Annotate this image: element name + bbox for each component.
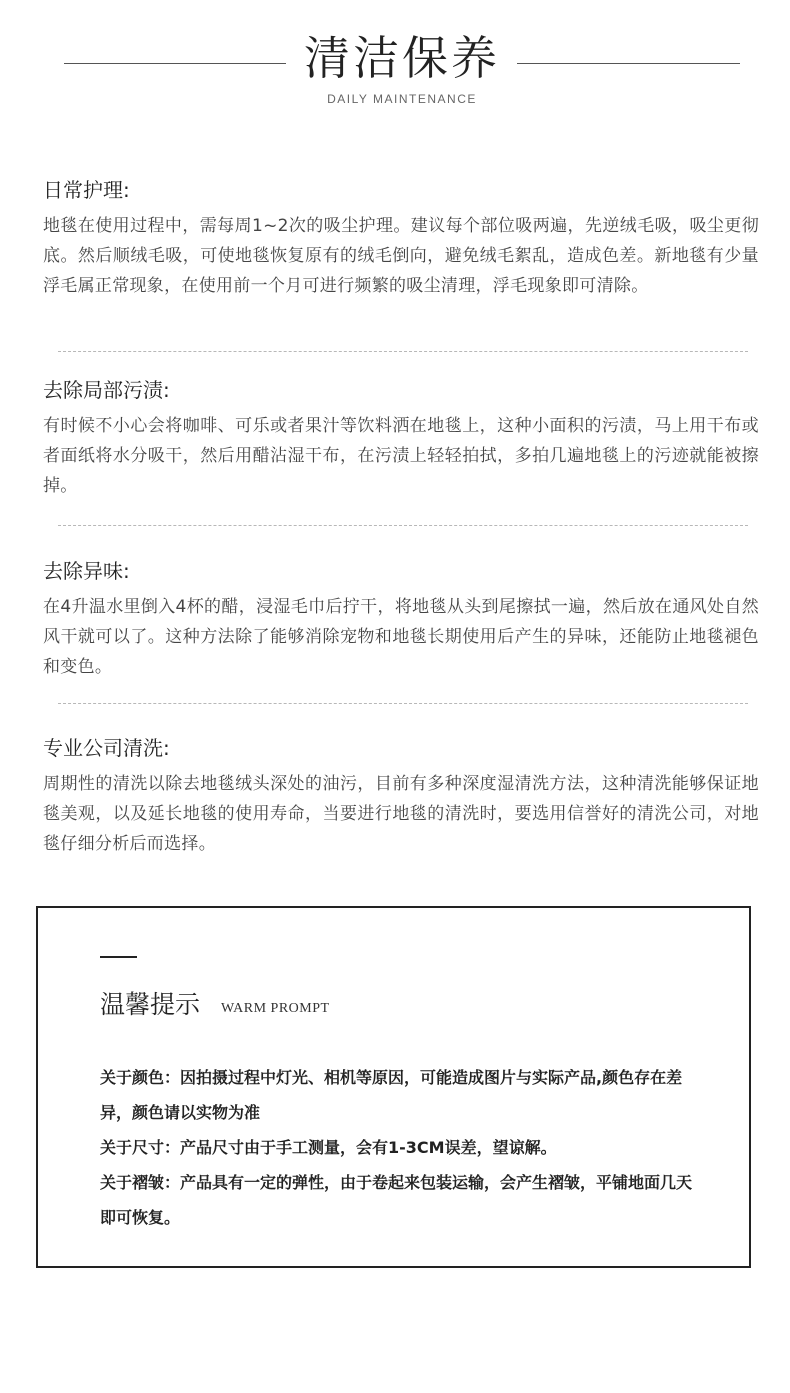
note-size: 关于尺寸：产品尺寸由于手工测量，会有1-3CM误差，望谅解。 [100,1138,557,1157]
section-divider [58,525,748,526]
page-header [0,0,790,120]
section-body: 地毯在使用过程中，需每周1~2次的吸尘护理。建议每个部位吸两遍，先逆绒毛吸，吸尘更彻底。然后顺绒毛吸，可使地毯恢复原有的绒毛倒向，避免绒毛絮乱，造成色差。新地毯有少量浮毛属正常现象，在使用前一个月可进行频繁的吸尘清理，浮毛现象即可清除。 [43,216,759,296]
section-divider [58,351,748,352]
prompt-accent-line [100,956,137,958]
section-body: 有时候不小心会将咖啡、可乐或者果汁等饮料洒在地毯上，这种小面积的污渍，马上用干布或者面纸将水分吸干，然后用醋沾湿干布，在污渍上轻轻拍拭，多拍几遍地毯上的污迹就能被擦掉。 [43,416,759,496]
prompt-title: 温馨提示 [100,990,201,1019]
section-divider [58,703,748,704]
section-odor-removal [43,558,759,682]
section-heading: 去除局部污渍: [43,378,170,402]
prompt-subtitle: WARM PROMPT [221,1001,330,1016]
title-rule-left [64,63,286,64]
section-heading: 专业公司清洗: [43,736,170,760]
section-daily-care [43,177,759,301]
section-heading: 去除异味: [43,559,130,583]
warm-prompt-box [36,906,751,1268]
prompt-notes [100,1060,700,1235]
section-stain-removal [43,377,759,501]
page-subtitle: DAILY MAINTENANCE [327,92,477,106]
section-professional-cleaning [43,735,759,859]
section-body: 在4升温水里倒入4杯的醋，浸湿毛巾后拧干，将地毯从头到尾擦拭一遍，然后放在通风处自然风干就可以了。这种方法除了能够消除宠物和地毯长期使用后产生的异味，还能防止地毯褪色和变色。 [43,597,759,677]
title-rule-right [517,63,740,64]
section-body: 周期性的清洗以除去地毯绒头深处的油污，目前有多种深度湿清洗方法，这种清洗能够保证地毯美观，以及延长地毯的使用寿命，当要进行地毯的清洗时，要选用信誉好的清洗公司，对地毯仔细分析后而选择。 [43,774,759,854]
section-heading: 日常护理: [43,178,130,202]
note-color: 关于颜色：因拍摄过程中灯光、相机等原因，可能造成图片与实际产品,颜色存在差异，颜色请以实物为准 [100,1068,683,1122]
note-wrinkles: 关于褶皱：产品具有一定的弹性，由于卷起来包装运输，会产生褶皱，平铺地面几天即可恢复。 [100,1173,693,1227]
page-title: 清洁保养 [304,31,500,85]
